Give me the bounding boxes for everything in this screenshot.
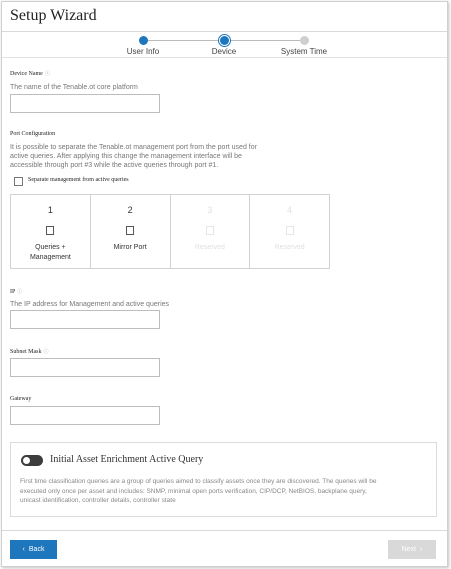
device-name-input[interactable] bbox=[10, 94, 160, 113]
step-connector bbox=[224, 40, 304, 41]
step-label-user-info: User Info bbox=[126, 47, 160, 56]
subnet-mask-input[interactable] bbox=[10, 358, 160, 377]
port-number: 3 bbox=[207, 205, 213, 215]
info-icon: ⓘ bbox=[17, 290, 23, 295]
separate-management-checkbox[interactable] bbox=[14, 177, 23, 186]
step-dot-user-info[interactable] bbox=[139, 36, 148, 45]
gateway-label: Gateway bbox=[10, 396, 32, 402]
port-label-line: Reserved bbox=[274, 244, 305, 251]
port-option-1[interactable] bbox=[11, 195, 91, 268]
next-button-label: Next bbox=[401, 546, 417, 553]
step-dot-system-time bbox=[300, 36, 309, 45]
subnet-label-text: Subnet Mask bbox=[10, 349, 42, 355]
back-button-label: Back bbox=[28, 546, 45, 553]
port-option-3 bbox=[171, 195, 251, 268]
step-connector bbox=[143, 40, 224, 41]
port-config-help-line: It is possible to separate the Tenable.ot management port from the port used for bbox=[10, 144, 257, 151]
port-config-help-line: accessible through port #3 while the active queries through port #1. bbox=[10, 162, 219, 169]
gateway-input[interactable] bbox=[10, 406, 160, 425]
ip-label bbox=[10, 288, 22, 295]
subnet-label bbox=[10, 348, 49, 355]
asset-description-line: First time classification queries are a group of queries aimed to classify assets once they are discovered. The queries will be bbox=[20, 478, 377, 485]
port-checkbox-icon bbox=[286, 226, 294, 235]
port-checkbox-icon bbox=[46, 226, 54, 235]
port-option-2[interactable] bbox=[91, 195, 171, 268]
ip-input[interactable] bbox=[10, 310, 160, 329]
device-name-label bbox=[10, 70, 50, 77]
port-number: 4 bbox=[287, 205, 293, 215]
port-label-line: Queries + bbox=[35, 244, 66, 251]
port-label bbox=[11, 243, 90, 263]
back-button[interactable] bbox=[10, 540, 57, 559]
chevron-right-icon: › bbox=[420, 546, 423, 553]
ip-help: The IP address for Management and active queries bbox=[10, 301, 170, 308]
port-checkbox-icon bbox=[206, 226, 214, 235]
device-name-label-text: Device Name bbox=[10, 71, 43, 77]
wizard-header bbox=[2, 2, 447, 32]
next-button[interactable] bbox=[388, 540, 436, 559]
port-number: 1 bbox=[47, 205, 53, 215]
port-label-line: Management bbox=[29, 254, 71, 261]
info-icon: ⓘ bbox=[44, 72, 50, 77]
port-checkbox-icon bbox=[126, 226, 134, 235]
wizard-footer bbox=[2, 530, 447, 566]
port-selector bbox=[10, 194, 330, 269]
wizard-title: Setup Wizard bbox=[10, 7, 97, 24]
toggle-knob bbox=[23, 457, 30, 464]
port-config-label: Port Configuration bbox=[10, 131, 56, 137]
info-icon: ⓘ bbox=[43, 350, 49, 355]
port-label bbox=[91, 243, 170, 253]
port-label bbox=[250, 243, 329, 253]
port-config-help bbox=[10, 143, 257, 170]
port-label-line: Mirror Port bbox=[113, 244, 147, 251]
device-name-help: The name of the Tenable.ot core platform bbox=[10, 84, 138, 91]
asset-enrichment-description bbox=[20, 477, 432, 506]
chevron-left-icon: ‹ bbox=[22, 546, 25, 553]
port-label-line: Reserved bbox=[194, 244, 225, 251]
step-label-device: Device bbox=[211, 47, 237, 56]
port-config-help-line: active queries. After applying this change the management interface will be bbox=[10, 153, 242, 160]
setup-wizard-window bbox=[1, 1, 448, 567]
asset-description-line: unicast identification, controller details, controller state bbox=[20, 497, 176, 505]
step-dot-device bbox=[220, 36, 229, 45]
asset-description-line: executed only once per asset and includes: SNMP, minimal open ports verification, CIP/DCP, NetBIOS, backplane query, bbox=[20, 487, 367, 495]
port-option-4 bbox=[250, 195, 329, 268]
asset-enrichment-title: Initial Asset Enrichment Active Query bbox=[50, 454, 204, 465]
asset-enrichment-toggle[interactable] bbox=[21, 455, 43, 466]
ip-label-text: IP bbox=[10, 289, 16, 295]
separate-management-label: Separate management from active queries bbox=[28, 177, 129, 183]
asset-enrichment-panel bbox=[10, 442, 437, 517]
port-label bbox=[171, 243, 250, 253]
step-label-system-time: System Time bbox=[280, 47, 328, 56]
port-number: 2 bbox=[127, 205, 133, 215]
wizard-stepper bbox=[2, 32, 447, 58]
